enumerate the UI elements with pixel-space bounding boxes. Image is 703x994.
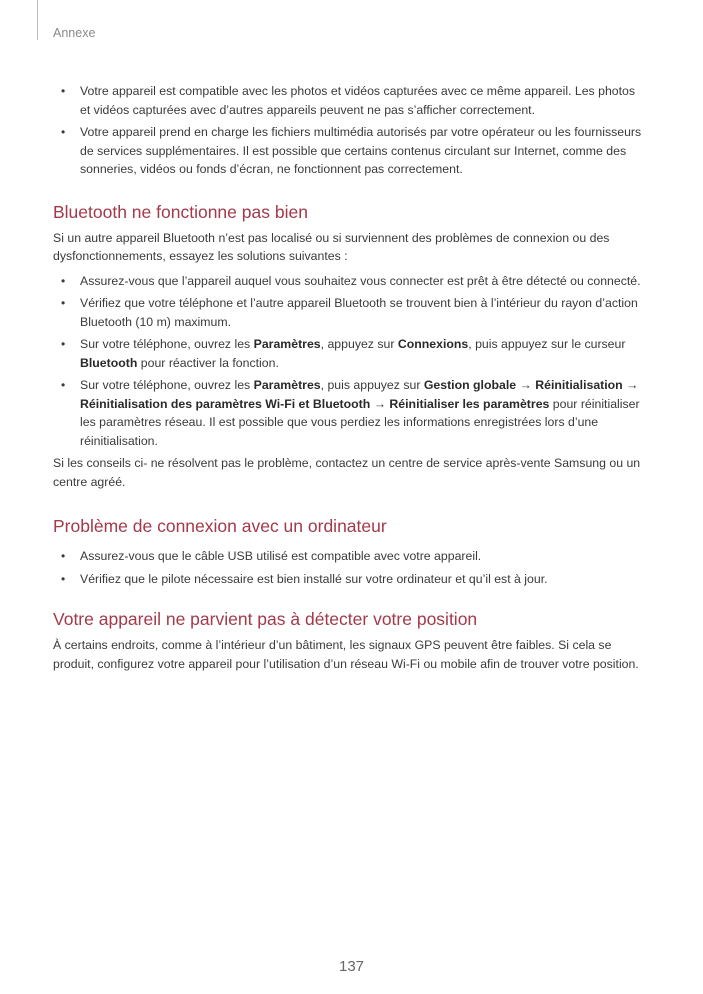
gps-heading: Votre appareil ne parvient pas à détecter votre position — [53, 609, 478, 629]
text: Sur votre téléphone, ouvrez les — [80, 337, 254, 351]
text: , puis appuyez sur — [320, 378, 424, 392]
section-divider — [37, 0, 38, 40]
list-item: • Votre appareil prend en charge les fichiers multimédia autorisés par votre opérateur ou les fournisseurs de services supplémentaires. Il est possible que certains contenus circulant sur Internet, comme des sonneries, vidéos ou fonds d’écran, ne fonctionnent pas correctement. — [53, 123, 645, 179]
list-item: • Vérifiez que le pilote nécessaire est bien installé sur votre ordinateur et qu’il est à jour. — [53, 570, 645, 589]
arrow-icon: → — [622, 378, 639, 392]
text: pour réinitialiser les paramètres réseau. Il est possible que vous perdiez les informations enregistrées lors d’une réinitialisation. — [80, 396, 640, 448]
list-item: • Assurez-vous que le câble USB utilisé est compatible avec votre appareil. — [53, 547, 645, 566]
reset-term: Réinitialisation — [535, 378, 623, 392]
bluetooth-outro: Si les conseils ci- ne résolvent pas le problème, contactez un centre de service après-vente Samsung ou un centre agréé. — [53, 456, 641, 489]
arrow-icon: → — [370, 396, 390, 411]
settings-term: Paramètres — [253, 378, 321, 392]
reset-network-term: Réinitialisation des paramètres Wi-Fi et Bluetooth — [80, 396, 371, 411]
text: , puis appuyez sur le curseur — [468, 337, 626, 351]
text: pour réactiver la fonction. — [137, 355, 279, 370]
bluetooth-heading: Bluetooth ne fonctionne pas bien — [53, 201, 308, 222]
list-item: • Votre appareil est compatible avec les photos et vidéos capturées avec ce même appareil. Les photos et vidéos capturées avec d’autres appareils peuvent ne pas s’afficher correctement. — [53, 82, 645, 119]
intro-bullet-list — [53, 82, 645, 179]
page-number: 137 — [338, 958, 365, 975]
gps-body: À certains endroits, comme à l’intérieur d’un bâtiment, les signaux GPS peuvent être faibles. Si cela se produit, configurez votre appareil pour l’utilisation d’un réseau Wi-Fi ou mobile afin de trouver votre position. — [53, 638, 639, 671]
page-content — [53, 82, 645, 673]
bluetooth-intro: Si un autre appareil Bluetooth n’est pas localisé ou si surviennent des problèmes de connexion ou des dysfonctionnements, essayez les solutions suivantes : — [53, 230, 610, 263]
list-item — [53, 376, 645, 450]
connections-term: Connexions — [397, 337, 469, 351]
list-item: • Vérifiez que votre téléphone et l’autre appareil Bluetooth se trouvent bien à l’intérieur du rayon d’action Bluetooth (10 m) maximum. — [53, 294, 645, 331]
computer-heading: Problème de connexion avec un ordinateur — [53, 516, 387, 536]
arrow-icon: → — [516, 378, 536, 392]
list-item: • Assurez-vous que l’appareil auquel vous souhaitez vous connecter est prêt à être détecté ou connecté. — [53, 272, 645, 291]
general-management-term: Gestion globale — [423, 378, 517, 392]
reset-settings-term: Réinitialiser les paramètres — [389, 396, 550, 411]
list-item — [53, 335, 645, 372]
bluetooth-bullet-list — [53, 272, 645, 451]
settings-term: Paramètres — [253, 337, 321, 351]
text: , appuyez sur — [320, 337, 398, 351]
computer-bullet-list — [53, 547, 645, 588]
section-label: Annexe — [53, 26, 96, 40]
bluetooth-term: Bluetooth — [80, 355, 138, 370]
text: Sur votre téléphone, ouvrez les — [80, 378, 254, 392]
